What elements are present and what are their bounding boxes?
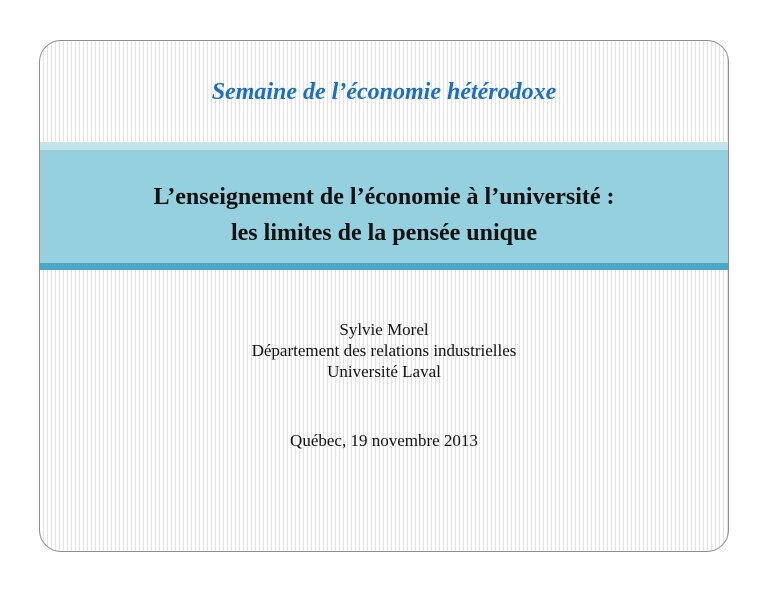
main-title: [40, 179, 728, 251]
event-title: Semaine de l’économie hétérodoxe: [211, 79, 557, 105]
author-university: Université Laval: [327, 362, 441, 381]
author-block: [40, 319, 728, 382]
place-and-date: Québec, 19 novembre 2013: [290, 431, 478, 450]
main-title-line-2: les limites de la pensée unique: [230, 220, 537, 246]
author-department: Département des relations industrielles: [251, 341, 517, 360]
title-slide: [39, 40, 729, 552]
title-band-bottom-stripe: [40, 263, 728, 270]
author-name: Sylvie Morel: [339, 320, 429, 339]
title-band-top-stripe: [40, 142, 728, 150]
main-title-line-1: L’enseignement de l’économie à l’université :: [153, 184, 615, 210]
